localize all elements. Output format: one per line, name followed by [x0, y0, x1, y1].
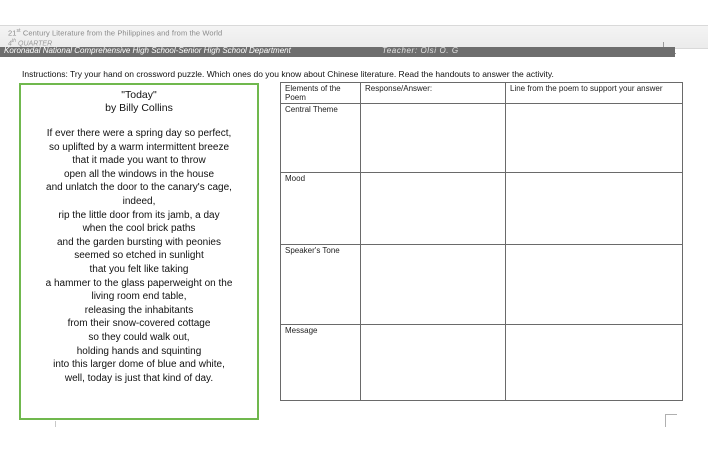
table-row — [281, 245, 683, 325]
table-row — [281, 173, 683, 245]
course-title: 21st Century Literature from the Philippines and from the World — [8, 28, 223, 38]
poem-line: and the garden bursting with peonies — [56, 236, 221, 248]
poem-line: indeed, — [122, 195, 156, 207]
poem-line: rip the little door from its jamb, a day — [58, 209, 220, 221]
poem-line: that it made you want to throw — [72, 155, 206, 167]
response-cell[interactable] — [361, 325, 506, 401]
poem-line: living room end table, — [91, 291, 187, 303]
poem-line: a hammer to the glass paperweight on the — [45, 277, 233, 289]
header-response: Response/Answer: — [361, 83, 506, 104]
poem-line: that you felt like taking — [89, 263, 189, 275]
element-label: Mood — [281, 173, 361, 245]
poem-line: when the cool brick paths — [82, 223, 196, 235]
poem-line: into this larger dome of blue and white, — [53, 359, 225, 371]
school-department: Koronadal National Comprehensive High School-Senior High School Department — [4, 46, 291, 55]
poem-line: and unlatch the door to the canary's cage, — [46, 182, 232, 194]
poem-line: so they could walk out, — [88, 331, 190, 343]
instructions-text: Instructions: Try your hand on crossword puzzle. Which ones do you know about Chinese literature. Read the handouts to answer the activity. — [22, 69, 554, 79]
supporting-line-cell[interactable] — [506, 245, 683, 325]
header-supporting-line: Line from the poem to support your answer — [506, 83, 683, 104]
poem-line: open all the windows in the house — [63, 168, 215, 180]
element-label: Central Theme — [281, 104, 361, 173]
margin-corner-mark — [665, 414, 677, 427]
table-header-row — [281, 83, 683, 104]
table-row — [281, 104, 683, 173]
poem-box — [19, 83, 259, 420]
element-label: Speaker's Tone — [281, 245, 361, 325]
poem-line: so uplifted by a warm intermittent breeze — [48, 141, 230, 153]
supporting-line-cell[interactable] — [506, 173, 683, 245]
quarter-label: 4th QUARTER — [8, 38, 53, 48]
poem-author: by Billy Collins — [105, 102, 173, 114]
poem-analysis-table — [280, 82, 683, 401]
response-cell[interactable] — [361, 245, 506, 325]
supporting-line-cell[interactable] — [506, 325, 683, 401]
teacher-label: Teacher: Olsi O. G — [382, 46, 459, 55]
poem-line: If ever there were a spring day so perfect, — [46, 128, 232, 139]
poem-title: "Today" — [121, 89, 157, 101]
poem-line: from their snow-covered cottage — [67, 318, 211, 330]
poem-line: holding hands and squinting — [76, 345, 202, 357]
poem-line: well, today is just that kind of day. — [64, 372, 214, 384]
response-cell[interactable] — [361, 173, 506, 245]
poem-body — [21, 127, 257, 385]
header-elements: Elements of the Poem — [281, 83, 361, 104]
response-cell[interactable] — [361, 104, 506, 173]
poem-line: seemed so etched in sunlight — [74, 250, 204, 262]
element-label: Message — [281, 325, 361, 401]
poem-line: releasing the inhabitants — [84, 304, 194, 316]
school-banner — [0, 47, 675, 57]
supporting-line-cell[interactable] — [506, 104, 683, 173]
margin-tick-mark — [55, 421, 56, 427]
table-row — [281, 325, 683, 401]
